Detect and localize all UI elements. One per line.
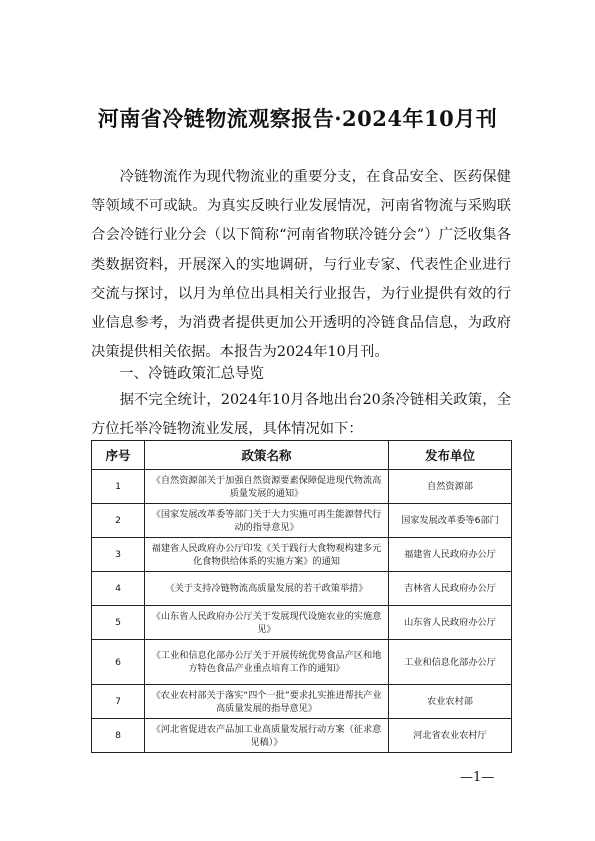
- page-title: 河南省冷链物流观察报告·2024年10月刊: [97, 106, 498, 131]
- header-policy-name: 政策名称: [145, 441, 389, 470]
- row-no: 8: [92, 719, 145, 753]
- row-policy-name: 《工业和信息化部办公厅关于开展传统优势食品产区和地方特色食品产业重点培育工作的通知》: [145, 640, 389, 685]
- table-row: [92, 640, 512, 685]
- table-row: [92, 504, 512, 538]
- row-no: 1: [92, 470, 145, 504]
- row-issuer: 山东省人民政府办公厅: [389, 606, 512, 640]
- page-number: —1—: [460, 770, 495, 785]
- row-no: 2: [92, 504, 145, 538]
- row-no: 4: [92, 572, 145, 606]
- table-row: [92, 719, 512, 753]
- table-row: [92, 572, 512, 606]
- row-issuer: 福建省人民政府办公厅: [389, 538, 512, 572]
- row-policy-name: 《山东省人民政府办公厅关于发展现代设施农业的实施意见》: [145, 606, 389, 640]
- row-policy-name: 福建省人民政府办公厅印发《关于践行大食物观构建多元化食物供给体系的实施方案》的通知: [145, 538, 389, 572]
- row-policy-name: 《关于支持冷链物流高质量发展的若干政策举措》: [145, 572, 389, 606]
- row-no: 7: [92, 685, 145, 719]
- row-issuer: 工业和信息化部办公厅: [389, 640, 512, 685]
- row-policy-name: 《国家发展改革委等部门关于大力实施可再生能源替代行动的指导意见》: [145, 504, 389, 538]
- row-no: 5: [92, 606, 145, 640]
- table-row: [92, 606, 512, 640]
- row-issuer: 吉林省人民政府办公厅: [389, 572, 512, 606]
- table-row: [92, 470, 512, 504]
- row-issuer: 河北省农业农村厅: [389, 719, 512, 753]
- row-policy-name: 《河北省促进农产品加工业高质量发展行动方案（征求意见稿）》: [145, 719, 389, 753]
- section-intro-paragraph: 据不完全统计，2024年10月各地出台20条冷链相关政策，全方位托举冷链物流业发展，具体情况如下：: [91, 392, 511, 438]
- row-policy-name: 《自然资源部关于加强自然资源要素保障促进现代物流高质量发展的通知》: [145, 470, 389, 504]
- intro-paragraph: 冷链物流作为现代物流业的重要分支，在食品安全、医药保健等领域不可或缺。为真实反映行业发展情况，河南省物流与采购联合会冷链行业分会（以下简称“河南省物联冷链分会”）广泛收集各类数据资料，开展深入的实地调研，与行业专家、代表性企业进行交流与探讨，以月为单位出具相关行业报告，为行业提供有效的行业信息参考，为消费者提供更加公开透明的冷链食品信息，为政府决策提供相关依据。本报告为2024年10月刊。: [91, 169, 511, 361]
- row-no: 6: [92, 640, 145, 685]
- row-policy-name: 《农业农村部关于落实“四个一批”要求扎实推进帮扶产业高质量发展的指导意见》: [145, 685, 389, 719]
- section-heading-policy-summary: 一、冷链政策汇总导览: [119, 366, 264, 382]
- table-row: [92, 685, 512, 719]
- row-issuer: 国家发展改革委等6部门: [389, 504, 512, 538]
- table-row: [92, 538, 512, 572]
- header-no: 序号: [92, 441, 145, 470]
- row-issuer: 自然资源部: [389, 470, 512, 504]
- row-no: 3: [92, 538, 145, 572]
- policy-table: [91, 440, 512, 753]
- header-issuer: 发布单位: [389, 441, 512, 470]
- row-issuer: 农业农村部: [389, 685, 512, 719]
- table-header-row: [92, 441, 512, 470]
